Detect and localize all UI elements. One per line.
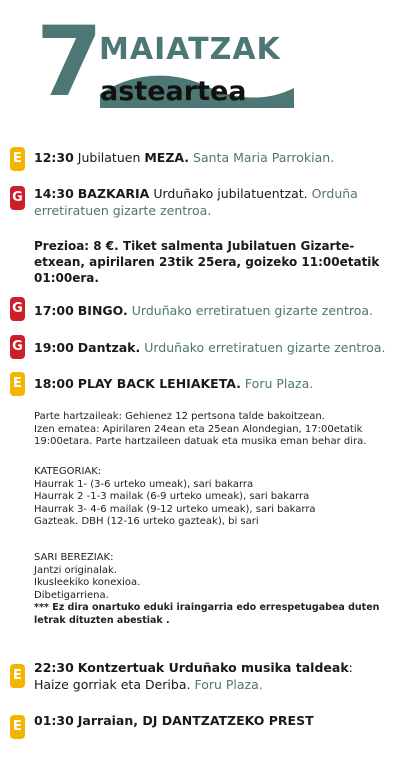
event-title: Kontzertuak Urduñako musika taldeak [77, 660, 349, 675]
header [0, 0, 400, 120]
event-title: MEZA. [144, 150, 190, 165]
event-time: 18:00 [34, 376, 74, 391]
event-1900 [34, 339, 386, 356]
text-line: 19:00etara. Parte hartzaileen datuak eta musika eman behar dira. [34, 436, 367, 447]
text-line: Gazteak. DBH (12-16 urteko gazteak), bi sari [34, 516, 259, 527]
playback-categories [34, 466, 390, 529]
weekday-title: asteartea [100, 76, 247, 107]
price-info: Prezioa: 8 €. Tiket salmenta Jubilatuen Gizarte-etxean, apirilaren 23tik 25era, goizeko 11:00etatik 01:00era. [34, 239, 380, 285]
event-place: Foru Plaza. [194, 677, 263, 692]
event-1430 [34, 185, 386, 219]
event-place: Santa Maria Parrokian. [193, 150, 335, 165]
text-line: Parte hartzaileak: Gehienez 12 pertsona talde bakoitzean. [34, 411, 325, 422]
event-place: Urduñako erretiratuen gizarte zentroa. [144, 340, 386, 355]
event-time: 14:30 [34, 186, 74, 201]
event-time: 12:30 [34, 150, 74, 165]
categories-title: KATEGORIAK: [34, 466, 102, 477]
note-line: letrak dituzten abestiak . [34, 614, 170, 626]
text-line: Jantzi originalak. [34, 564, 118, 576]
day-number: 7 [36, 6, 101, 118]
event-title: PLAY BACK LEHIAKETA. [77, 376, 241, 391]
event-1700 [34, 302, 386, 319]
event-1800 [34, 375, 386, 392]
badge-g-icon: G [10, 335, 25, 359]
text-line: Ikusleekiko konexioa. [34, 577, 141, 588]
badge-e-icon: E [10, 664, 25, 688]
text-line: Dibetigarriena. [34, 589, 109, 601]
event-pre: Jubilatuen [77, 150, 141, 165]
event-place: Urduñako erretiratuen gizarte zentroa. [131, 303, 373, 318]
playback-participants [34, 411, 390, 449]
text-line: Haurrak 2 -1-3 mailak (6-9 urteko umeak), sari bakarra [34, 491, 310, 502]
event-time: 01:30 [34, 713, 74, 728]
badge-e-icon: E [10, 372, 25, 396]
text-line: Izen ematea: Apirilaren 24ean eta 25ean Alondegian, 17:00etatik [34, 423, 363, 435]
month-title: MAIATZAK [99, 32, 281, 67]
event-post: Urduñako jubilatuentzat. [153, 186, 308, 201]
text-line: Haurrak 3- 4-6 mailak (9-12 urteko umeak), sari bakarra [34, 503, 316, 515]
text-line: Haurrak 1- (3-6 urteko umeak), sari bakarra [34, 478, 254, 490]
event-time: 22:30 [34, 660, 74, 675]
playback-special [34, 552, 390, 627]
event-line2: Haize gorriak eta Deriba. [34, 677, 191, 692]
event-title: BAZKARIA [77, 186, 150, 201]
event-post: : [348, 660, 353, 675]
event-0130 [34, 712, 386, 729]
event-title: BINGO. [77, 303, 128, 318]
event-place: Foru Plaza. [244, 376, 314, 391]
event-title: Jarraian, DJ DANTZATZEKO PREST [77, 713, 314, 728]
event-time: 17:00 [34, 303, 74, 318]
event-1230 [34, 149, 386, 166]
event-time: 19:00 [34, 340, 74, 355]
event-place: Orduña erretiratuen gizarte zentroa. [34, 186, 358, 218]
badge-e-icon: E [10, 147, 25, 171]
special-title: SARI BEREZIAK: [34, 552, 114, 563]
event-2230 [34, 659, 386, 693]
badge-e-icon: E [10, 715, 25, 739]
note-line: *** Ez dira onartuko eduki iraingarria edo errespetugabea duten [34, 602, 380, 613]
badge-g-icon: G [10, 186, 25, 210]
badge-g-icon: G [10, 297, 25, 321]
event-title: Dantzak. [77, 340, 141, 355]
